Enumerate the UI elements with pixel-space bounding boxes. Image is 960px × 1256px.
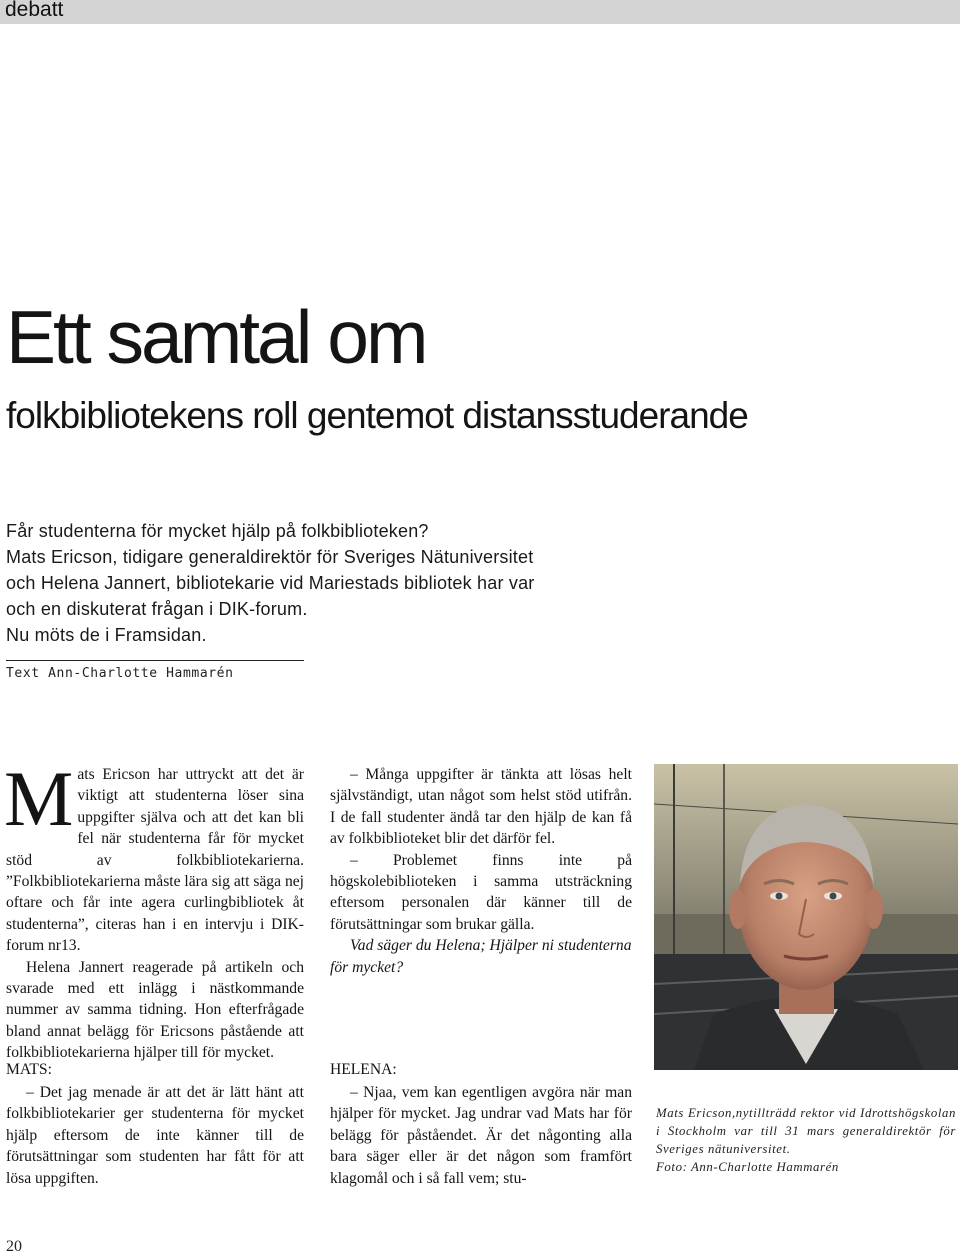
answer-text: – Det jag menade är att det är lätt hänt att folkbibliotekarier ger studenterna för mycket hjälp eftersom de inte känner till de förutsättningar som studenten har fått för att lösa uppgiften. — [6, 1084, 304, 1187]
lead-line: Får studenterna för mycket hjälp på folkbiblioteken? — [6, 521, 429, 541]
byline: Text Ann-Charlotte Hammarén — [6, 666, 234, 681]
answer-text: – Njaa, vem kan egentligen avgöra när man hjälper för mycket. Jag undrar vad Mats har för belägg för påståendet. Är det någonting alla bara säger eller är det någon som framfört klagomål och i så fall vem; stu- — [330, 1084, 632, 1187]
speaker-label: MATS: — [6, 1061, 52, 1078]
caption-text: Mats Ericson,nytillträdd rektor vid Idrottshögskolan i Stockholm var till 31 mars generaldirektör för Sveriges nätuniversitet. — [656, 1106, 956, 1156]
lead-paragraph — [6, 518, 686, 648]
subheadline: folkbibliotekens roll gentemot distansstuderande — [6, 395, 748, 436]
page-number: 20 — [6, 1238, 22, 1255]
quote-paragraph: – Många uppgifter är tänkta att lösas helt självständigt, utan något som helst stöd utifrån. I de fall studenter ändå tar den hjälp de kan få av folkbiblioteket blir det därför fel. — [330, 766, 632, 848]
section-tag-bar — [0, 0, 960, 24]
lead-line: och Helena Jannert, bibliotekarie vid Mariestads bibliotek har var — [6, 573, 535, 593]
article-column-1 — [4, 755, 304, 1064]
headline: Ett samtal om — [6, 295, 426, 379]
lead-line: Mats Ericson, tidigare generaldirektör för Sveriges Nätuniversitet — [6, 547, 534, 567]
speaker-label: HELENA: — [330, 1061, 397, 1078]
interview-question: Vad säger du Helena; Hjälper ni studenterna för mycket? — [330, 937, 632, 976]
section-tag: debatt — [5, 0, 64, 21]
quote-paragraph: – Problemet finns inte på högskolebiblioteken i samma utsträckning eftersom personalen där känner till de förutsättningar som brukar gälla. — [330, 851, 632, 933]
photo-credit: Foto: Ann-Charlotte Hammarén — [656, 1160, 839, 1174]
portrait-photo — [654, 764, 958, 1070]
drop-cap: M — [4, 755, 74, 842]
portrait-image — [654, 764, 958, 1070]
intro-paragraph — [4, 755, 304, 957]
helena-answer — [330, 1059, 632, 1189]
intro-paragraph-2: Helena Jannert reagerade på artikeln och svarade med ett inlägg i nästkommande nummer av samma tidning. Hon efterfrågade bland annat belägg för Ericsons påstående att folkbibliotekarierna hjälper till för mycket. — [6, 958, 304, 1062]
mats-answer — [6, 1059, 304, 1189]
article-column-2 — [330, 764, 632, 978]
lead-line: och en diskuterat frågan i DIK-forum. — [6, 599, 308, 619]
byline-divider — [6, 660, 304, 661]
intro-text: ats Ericson har uttryckt att det är viktigt att studenterna löser sina uppgifter själva och att det kan bli fel när studenterna får för mycket stöd av folkbibliotekarierna. ”Folkbibliotekarierna måste lära sig att säga nej oftare och får inte agera curlingbibliotek åt studenterna”, citeras han i en intervju i DIK-forum nr13. — [6, 766, 304, 955]
photo-caption — [656, 1104, 956, 1176]
lead-line: Nu möts de i Framsidan. — [6, 625, 207, 645]
